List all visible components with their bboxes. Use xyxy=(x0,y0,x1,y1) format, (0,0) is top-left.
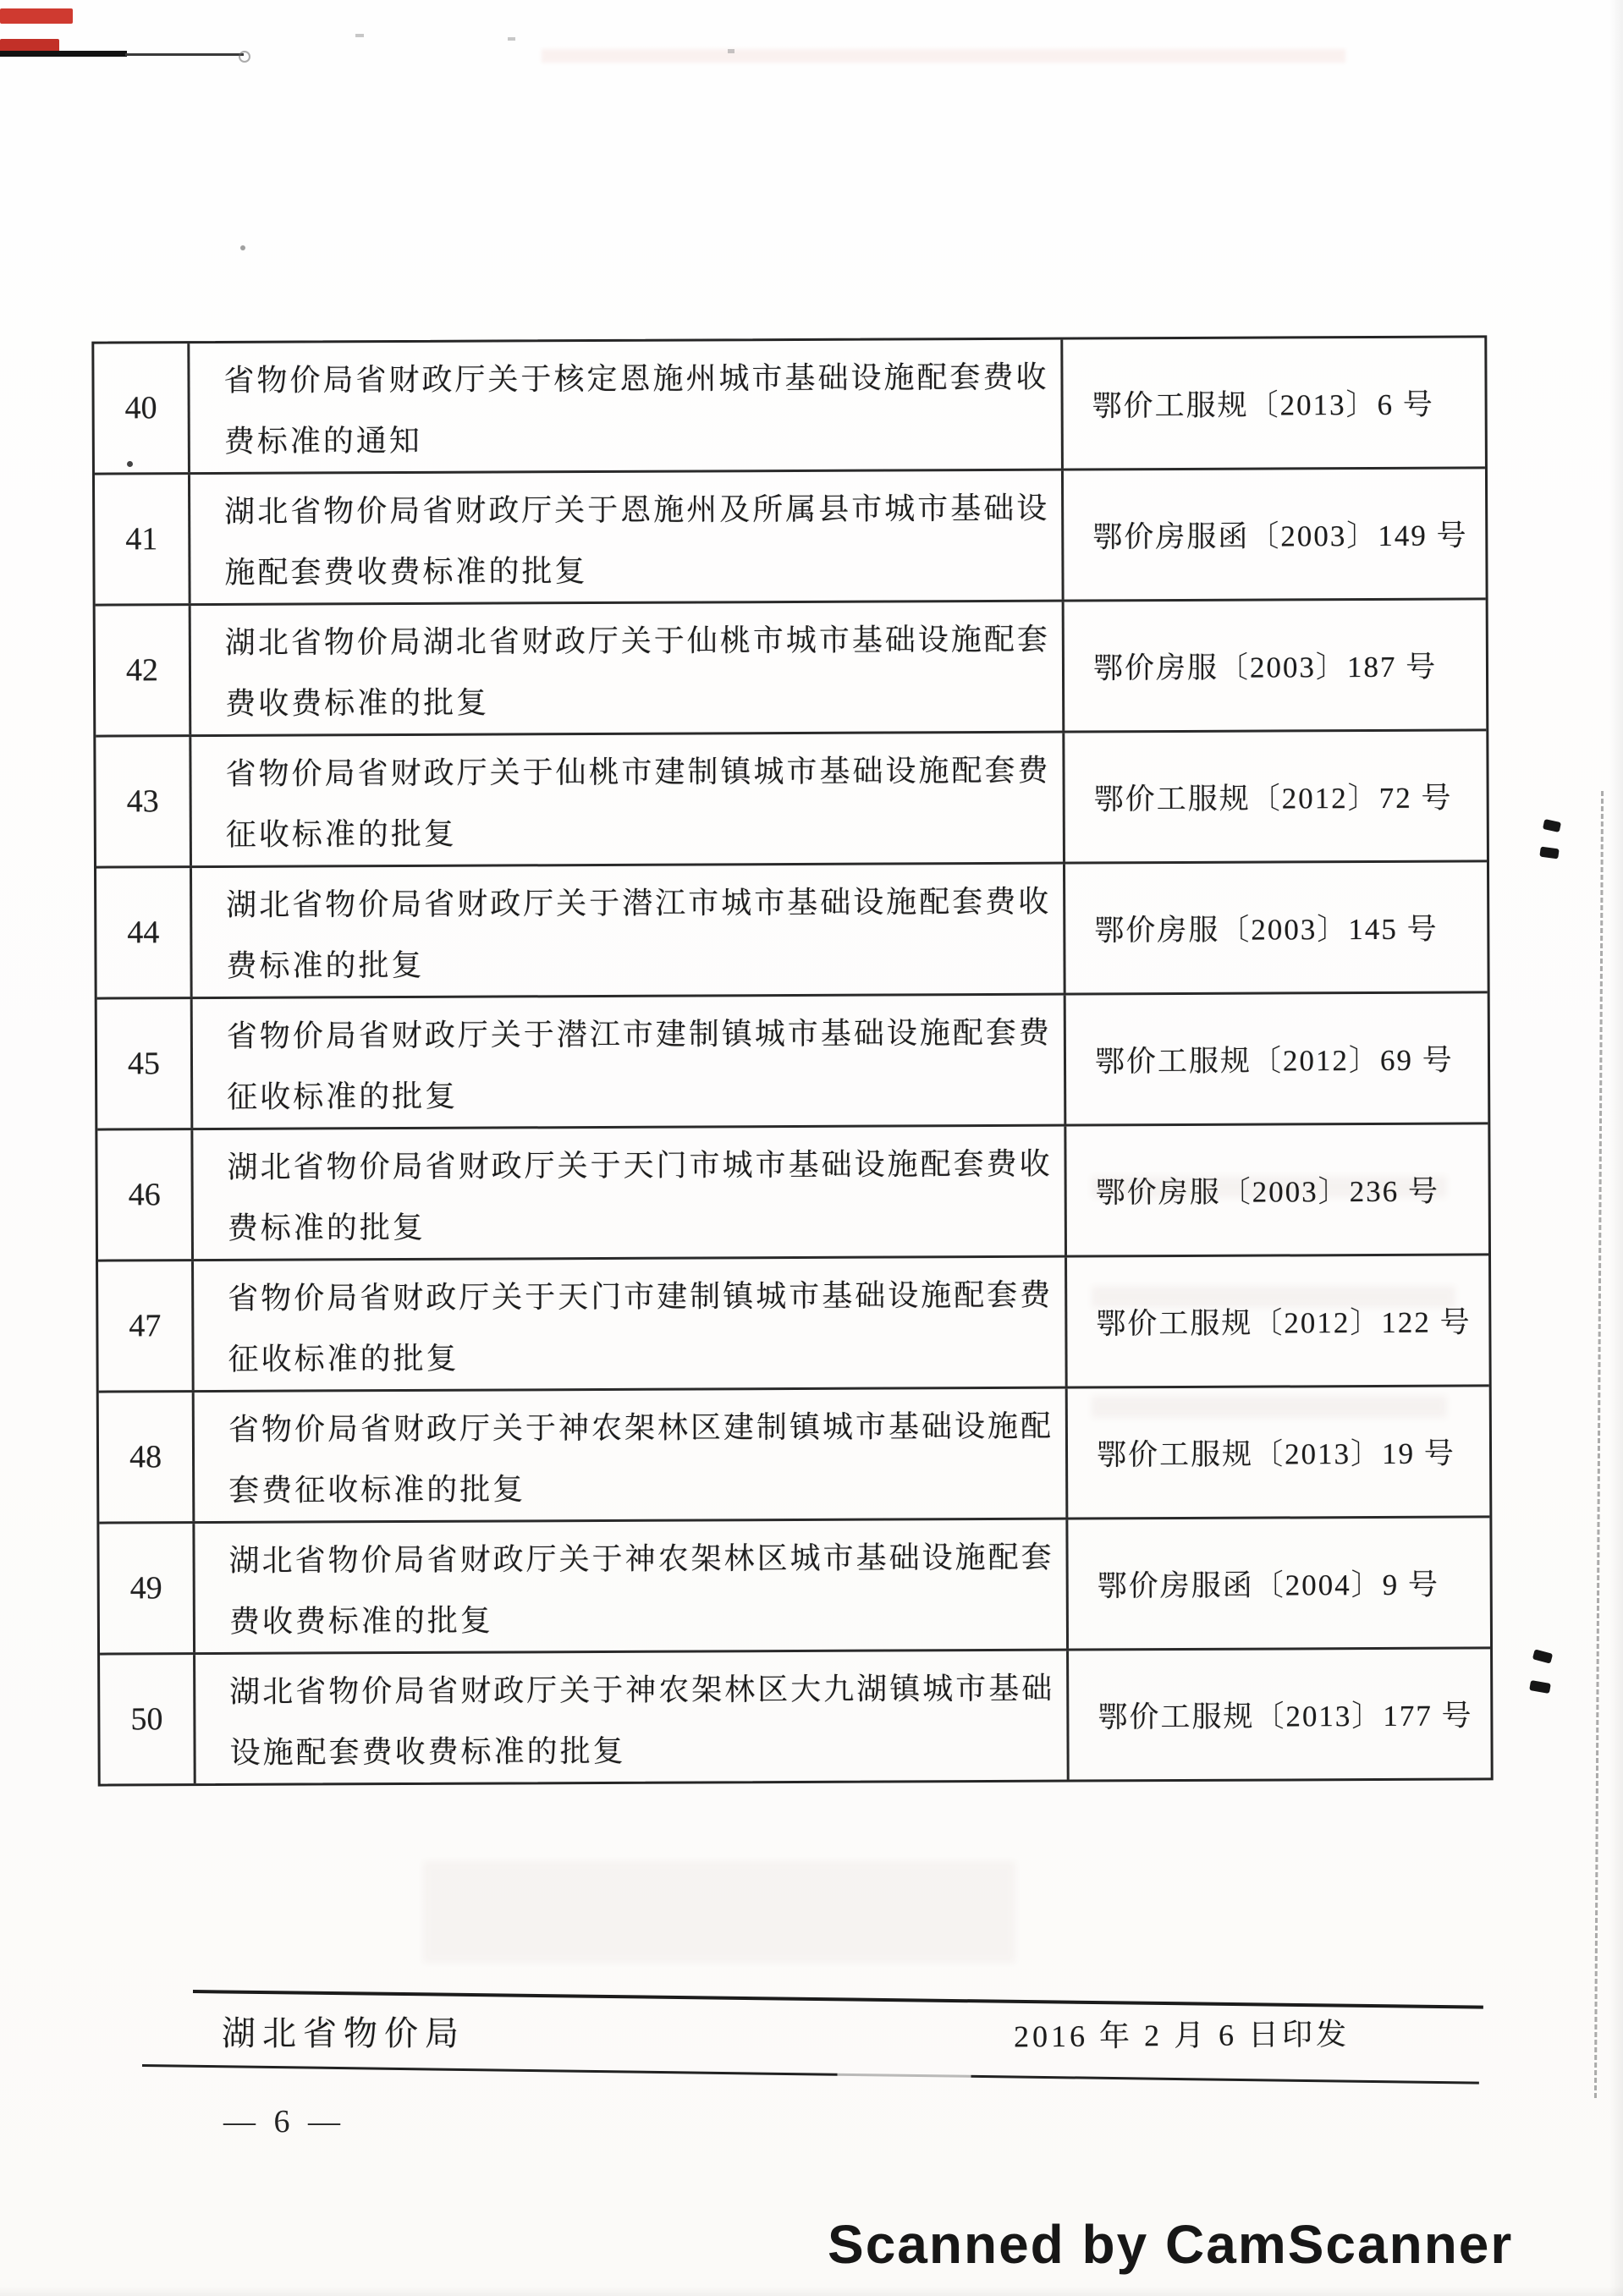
document-title-line2: 费标准的批复 xyxy=(226,948,425,983)
document-title-line1: 湖北省物价局省财政厅关于神农架林区城市基础设施配套 xyxy=(228,1540,1054,1578)
document-title-line2: 费收费标准的批复 xyxy=(225,685,490,721)
document-title-line2: 费标准的通知 xyxy=(223,423,422,459)
document-title xyxy=(193,1127,1067,1260)
document-number: 鄂价房服函〔2004〕9 号 xyxy=(1097,1568,1440,1603)
document-title xyxy=(191,602,1065,735)
red-corner-mark xyxy=(0,8,73,24)
document-title xyxy=(190,471,1065,604)
row-number: 44 xyxy=(96,868,193,997)
page-number: — 6 — xyxy=(223,2104,345,2139)
binder-fold-line xyxy=(1594,791,1604,2098)
table-row xyxy=(97,993,1488,1130)
document-number: 鄂价房服〔2003〕187 号 xyxy=(1092,650,1438,685)
row-number: 43 xyxy=(96,737,192,865)
page-edge-shadow xyxy=(1609,0,1623,2296)
doc-table-body xyxy=(94,338,1490,1783)
scan-speck xyxy=(508,37,515,41)
scan-edge-line xyxy=(0,51,127,57)
document-number: 鄂价房服〔2003〕236 号 xyxy=(1095,1174,1440,1210)
document-title-line2: 施配套费收费标准的批复 xyxy=(224,554,588,590)
page-edge-shadow xyxy=(0,2286,1623,2296)
table-row xyxy=(97,1124,1488,1261)
document-title-line1: 省物价局省财政厅关于核定恩施州城市基础设施配套费收 xyxy=(223,360,1049,398)
document-title xyxy=(192,865,1066,997)
binder-ink-mark xyxy=(1543,819,1561,832)
table-row xyxy=(98,1255,1489,1392)
document-number: 鄂价工服规〔2013〕19 号 xyxy=(1096,1436,1455,1472)
row-number: 46 xyxy=(97,1130,194,1259)
scan-edge-line xyxy=(125,53,244,56)
binder-ink-mark xyxy=(1539,847,1559,860)
table-row xyxy=(99,1387,1490,1524)
binder-ink-mark xyxy=(1532,1649,1553,1663)
row-number: 45 xyxy=(97,999,194,1128)
document-title-line1: 湖北省物价局省财政厅关于天门市城市基础设施配套费收 xyxy=(227,1146,1053,1184)
document-title xyxy=(194,1258,1068,1391)
table-row xyxy=(100,1649,1491,1783)
document-title-line2: 征收标准的批复 xyxy=(225,816,457,852)
table-row xyxy=(96,600,1487,737)
document-title-line2: 征收标准的批复 xyxy=(228,1341,459,1376)
binder-ink-mark xyxy=(1529,1680,1551,1694)
row-number: 47 xyxy=(98,1261,195,1390)
document-title xyxy=(195,1520,1069,1653)
document-title-line1: 省物价局省财政厅关于神农架林区建制镇城市基础设施配 xyxy=(228,1409,1054,1447)
scan-speck xyxy=(355,34,364,37)
document-number: 鄂价工服规〔2013〕6 号 xyxy=(1092,387,1434,423)
table-row xyxy=(94,338,1485,475)
table-row xyxy=(96,731,1487,868)
document-title-line1: 省物价局省财政厅关于仙桃市建制镇城市基础设施配套费 xyxy=(225,753,1051,791)
table-row xyxy=(96,862,1488,999)
document-title xyxy=(195,1389,1069,1522)
document-number: 鄂价工服规〔2012〕72 号 xyxy=(1093,781,1453,816)
document-title-line1: 湖北省物价局省财政厅关于神农架林区大九湖镇城市基础 xyxy=(229,1671,1055,1709)
document-title-line2: 征收标准的批复 xyxy=(227,1079,459,1114)
document-number: 鄂价房服〔2003〕145 号 xyxy=(1094,912,1439,948)
footer-print-date: 2016 年 2 月 6 日印发 xyxy=(1013,2017,1351,2054)
row-number: 42 xyxy=(96,606,192,734)
camscanner-watermark: Scanned by CamScanner xyxy=(828,2214,1514,2275)
document-title xyxy=(195,1651,1070,1784)
row-number: 40 xyxy=(94,343,190,472)
document-title-line1: 湖北省物价局省财政厅关于恩施州及所属县市城市基础设 xyxy=(224,491,1050,529)
bleed-through-ghost xyxy=(423,1861,1015,1963)
document-title-line1: 省物价局省财政厅关于天门市建制镇城市基础设施配套费 xyxy=(228,1277,1054,1316)
scan-smudge xyxy=(542,49,1345,63)
footer-issuer: 湖北省物价局 xyxy=(222,2014,465,2052)
document-title-line1: 省物价局省财政厅关于潜江市建制镇城市基础设施配套费 xyxy=(226,1015,1052,1053)
scan-speck xyxy=(728,49,734,53)
row-number: 41 xyxy=(95,475,191,603)
table-row xyxy=(95,469,1486,606)
scan-speck xyxy=(239,51,250,63)
document-number: 鄂价工服规〔2012〕122 号 xyxy=(1096,1305,1472,1341)
document-number: 鄂价工服规〔2012〕69 号 xyxy=(1094,1043,1454,1079)
document-number: 鄂价工服规〔2013〕177 号 xyxy=(1098,1699,1473,1734)
document-title xyxy=(193,996,1067,1129)
footer-rule-bottom xyxy=(142,2064,1479,2085)
document-title-line2: 套费征收标准的批复 xyxy=(228,1472,526,1508)
document-title-line2: 费收费标准的批复 xyxy=(228,1603,493,1639)
document-title-line2: 设施配套费收费标准的批复 xyxy=(229,1733,626,1770)
document-title-line1: 湖北省物价局省财政厅关于潜江市城市基础设施配套费收 xyxy=(226,884,1052,922)
scan-speck xyxy=(240,245,245,250)
table-row xyxy=(99,1518,1490,1655)
document-number: 鄂价房服函〔2003〕149 号 xyxy=(1092,519,1468,554)
document-title-line1: 湖北省物价局湖北省财政厅关于仙桃市城市基础设施配套 xyxy=(224,622,1050,660)
document-title xyxy=(191,733,1065,866)
document-title xyxy=(190,340,1064,473)
row-number: 48 xyxy=(99,1392,195,1521)
document-title-line2: 费标准的批复 xyxy=(227,1210,426,1245)
row-number: 49 xyxy=(99,1524,195,1652)
document-list-table xyxy=(91,335,1493,1786)
row-number: 50 xyxy=(100,1655,196,1783)
